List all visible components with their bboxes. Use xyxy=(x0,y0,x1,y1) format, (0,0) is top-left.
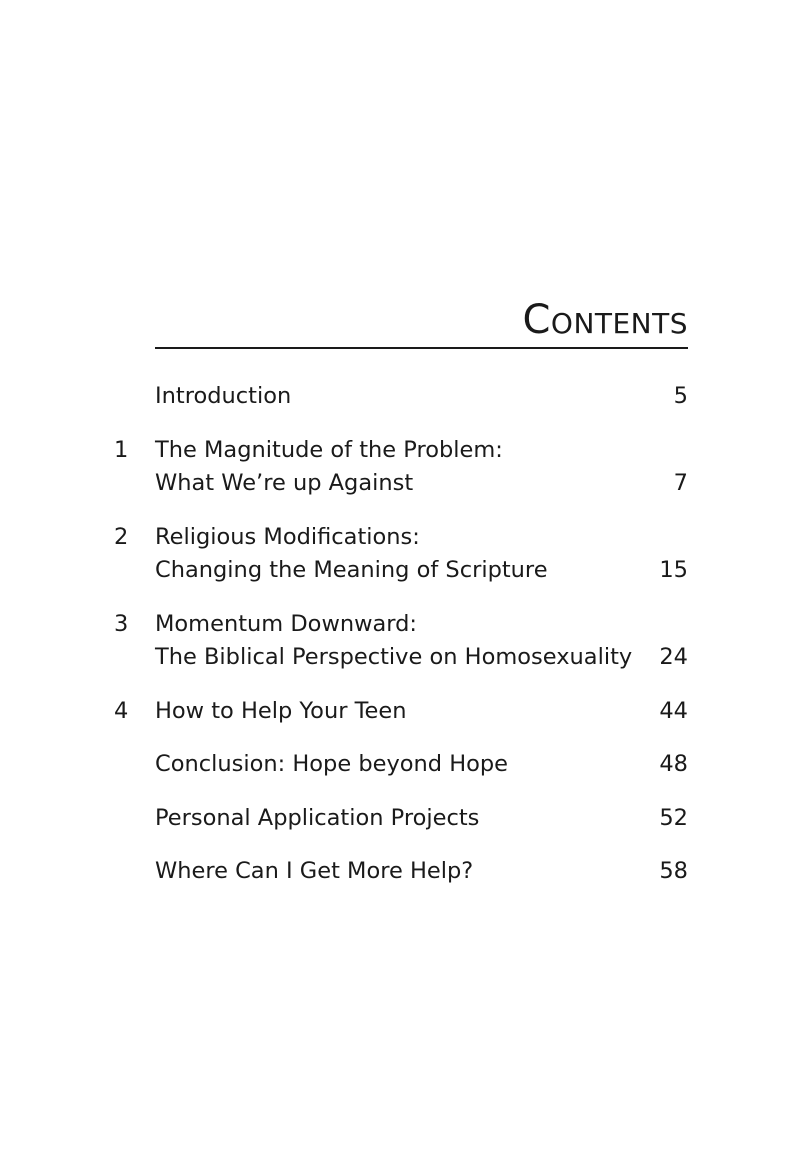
entry-subtitle: Changing the Meaning of Scripture xyxy=(155,557,548,583)
entry-text xyxy=(155,521,688,588)
entry-text xyxy=(155,802,688,836)
entry-line xyxy=(155,641,688,675)
entry-line xyxy=(155,802,688,836)
entry-subtitle: The Biblical Perspective on Homosexuality xyxy=(155,644,633,670)
entry-title: Introduction xyxy=(155,383,292,409)
entry-title: Momentum Downward: xyxy=(155,610,418,637)
entry-title: Conclusion: Hope beyond Hope xyxy=(155,751,509,777)
toc-entry-chapter-4[interactable] xyxy=(108,695,688,729)
toc-entry-more-help[interactable] xyxy=(108,855,688,889)
toc-entry-chapter-3[interactable] xyxy=(108,608,688,675)
entry-line xyxy=(155,467,688,501)
entry-text xyxy=(155,748,688,782)
chapter-number: 3 xyxy=(114,610,129,637)
entry-line xyxy=(155,748,688,782)
page-number: 58 xyxy=(659,858,688,884)
page-number: 52 xyxy=(659,804,688,831)
toc-entry-conclusion[interactable] xyxy=(108,748,688,782)
entry-subtitle: What We’re up Against xyxy=(155,470,414,496)
page-number: 15 xyxy=(659,557,688,583)
chapter-number: 1 xyxy=(114,436,129,463)
page-number: 24 xyxy=(659,644,688,670)
entry-text xyxy=(155,695,688,729)
entry-text xyxy=(155,608,688,675)
page-title: Contents xyxy=(522,297,688,343)
entry-title: Where Can I Get More Help? xyxy=(155,858,474,884)
table-of-contents xyxy=(108,380,688,909)
toc-entry-introduction[interactable] xyxy=(108,380,688,414)
chapter-number: 4 xyxy=(114,697,129,724)
toc-entry-application-projects[interactable] xyxy=(108,802,688,836)
entry-line xyxy=(155,855,688,889)
page-number: 44 xyxy=(659,697,688,724)
entry-title: How to Help Your Teen xyxy=(155,697,407,724)
page-number: 5 xyxy=(673,383,688,409)
entry-line xyxy=(155,380,688,414)
entry-text xyxy=(155,380,688,414)
toc-entry-chapter-2[interactable] xyxy=(108,521,688,588)
page-number: 7 xyxy=(673,470,688,496)
entry-line xyxy=(155,521,688,555)
entry-title: Personal Application Projects xyxy=(155,804,480,831)
chapter-number: 2 xyxy=(114,523,129,550)
page-number: 48 xyxy=(659,751,688,777)
toc-entry-chapter-1[interactable] xyxy=(108,434,688,501)
entry-title: The Magnitude of the Problem: xyxy=(155,436,503,463)
entry-line xyxy=(155,608,688,642)
title-rule xyxy=(155,347,688,349)
entry-text xyxy=(155,855,688,889)
entry-line xyxy=(155,554,688,588)
entry-title: Religious Modifications: xyxy=(155,523,420,550)
entry-line xyxy=(155,434,688,468)
entry-text xyxy=(155,434,688,501)
entry-line xyxy=(155,695,688,729)
